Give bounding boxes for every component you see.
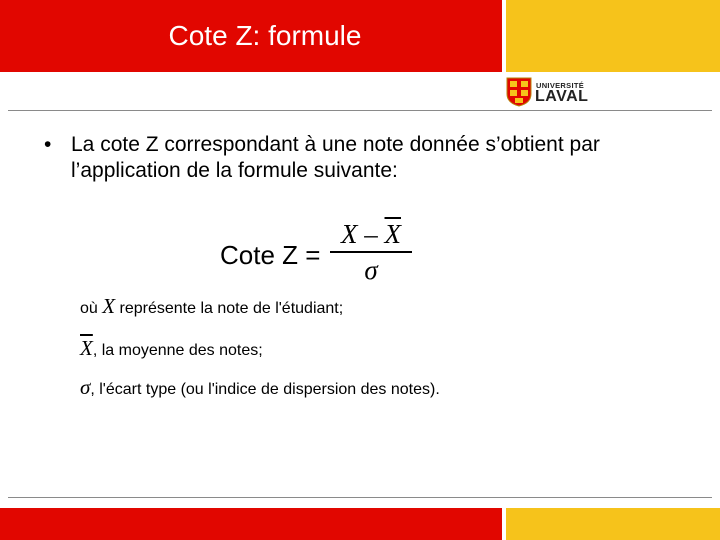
- cote-z-formula: [220, 215, 450, 290]
- logo-text-laval: LAVAL: [535, 88, 589, 105]
- formula-numerator: [330, 219, 412, 249]
- formula-denominator: σ: [364, 255, 378, 285]
- definition-prefix: où: [80, 300, 103, 317]
- numerator-x-bar: $\overline{X}$: [384, 219, 401, 249]
- logo-text-universite: UNIVERSITÉ: [536, 81, 585, 90]
- definition-x-bar: [80, 338, 263, 361]
- definition-sigma-text: , l'écart type (ou l'indice de dispersion des notes).: [90, 381, 440, 398]
- definition-x: [80, 296, 343, 319]
- header-gold-band: [506, 0, 720, 72]
- definition-x-text: représente la note de l'étudiant;: [115, 300, 344, 317]
- numerator-x: X: [341, 219, 358, 249]
- symbol-sigma: σ: [80, 375, 91, 399]
- bottom-divider: [8, 497, 712, 498]
- formula-label: Cote Z =: [220, 240, 321, 270]
- top-divider: [8, 110, 712, 111]
- footer-red-band: [0, 508, 502, 540]
- slide-title: Cote Z: formule: [168, 20, 362, 51]
- footer-gold-band: [506, 508, 720, 540]
- symbol-x: X: [102, 294, 116, 318]
- definition-sigma: [80, 377, 440, 400]
- fraction-bar: [330, 251, 412, 253]
- numerator-minus: –: [357, 219, 385, 249]
- universite-laval-logo: [506, 77, 589, 109]
- symbol-x-bar: $\overline{X}$: [80, 336, 93, 360]
- formula-fraction: [330, 215, 412, 290]
- definition-x-bar-text: , la moyenne des notes;: [92, 342, 263, 359]
- bullet-text: La cote Z correspondant à une note donnée s’obtient par l’application de la formule suivante:: [71, 133, 600, 182]
- crest-icon: [506, 77, 532, 107]
- bullet-marker: •: [44, 133, 52, 156]
